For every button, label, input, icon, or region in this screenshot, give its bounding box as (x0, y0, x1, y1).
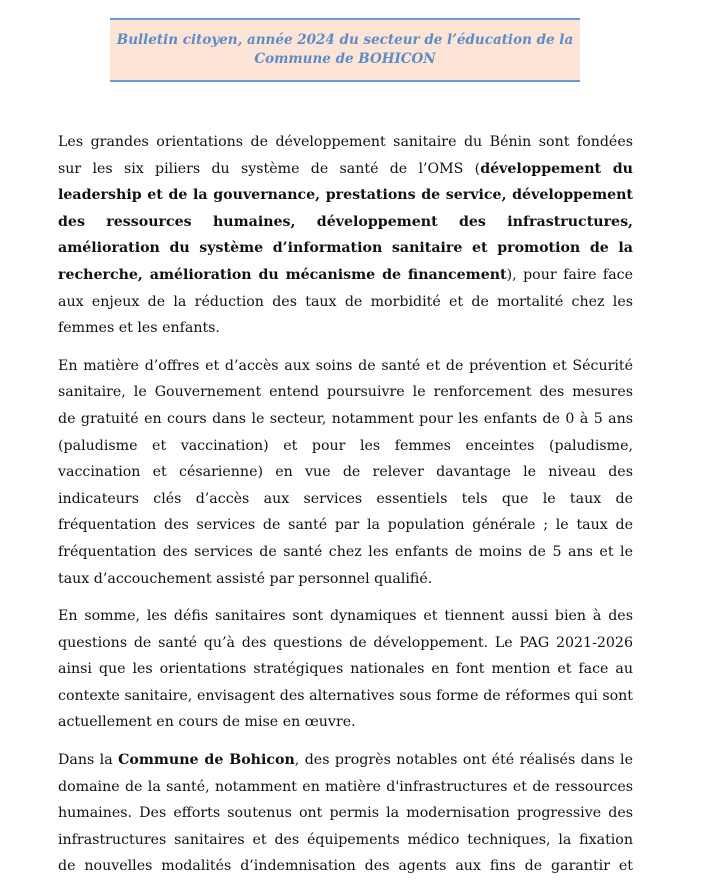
text-line (58, 315, 633, 342)
header-title-line-2: Commune de BOHICON (254, 51, 436, 67)
text-line (58, 709, 633, 736)
text-line (58, 156, 633, 183)
text-line (58, 566, 633, 593)
bold-text: des ressources humaines, développement des infrastructures, (58, 213, 633, 230)
text-line (58, 289, 633, 316)
text: Les grandes orientations de développement sanitaire du Bénin sont fondées (58, 134, 633, 150)
text-line (58, 209, 633, 236)
text: fréquentation des services de santé par la population générale ; le taux de (58, 517, 633, 534)
text: fréquentation des services de santé chez les enfants de moins de 5 ans et le (58, 543, 633, 560)
text-line (58, 486, 633, 513)
text-line (58, 747, 633, 774)
bold-text: amélioration du système d’information sanitaire et promotion de la (58, 240, 633, 257)
text-line (58, 129, 633, 156)
bold-text: leadership et de la gouvernance, prestations de service, développement (58, 187, 633, 204)
bold-text: recherche, amélioration du mécanisme de financement (58, 266, 507, 283)
text: sur les six piliers du système de santé de l’OMS ( (58, 160, 481, 177)
text-line (58, 827, 633, 854)
text-line (58, 512, 633, 539)
text-line (58, 379, 633, 406)
text: vaccination et césarienne) en vue de relever davantage le niveau des (58, 464, 633, 481)
text: domaine de la santé, notamment en matière d'infrastructures et de ressources (58, 778, 633, 795)
text-line (58, 539, 633, 566)
paragraph (58, 603, 633, 736)
text-line (58, 853, 633, 880)
text: (paludisme et vaccination) et pour les femmes enceintes (paludisme, (58, 437, 633, 454)
text-line (58, 630, 633, 657)
text: sanitaire, le Gouvernement entend poursuivre le renforcement des mesures (58, 384, 633, 401)
text-line (58, 235, 633, 262)
text-line (58, 353, 633, 380)
text: Dans la (58, 752, 119, 769)
text: infrastructures sanitaires et des équipements médico techniques, la fixation (58, 831, 633, 848)
text: aux enjeux de la réduction des taux de morbidité et de mortalité chez les (58, 293, 633, 310)
header-title-line-1: Bulletin citoyen, année 2024 du secteur de l’éducation de la (116, 32, 574, 48)
bold-text: développement du (480, 160, 633, 177)
text-line (58, 433, 633, 460)
text: actuellement en cours de mise en œuvre. (58, 714, 356, 731)
text: taux d’accouchement assisté par personnel qualifié. (58, 570, 433, 587)
text: ), pour faire face (506, 266, 633, 283)
text-line (58, 800, 633, 827)
text-line (58, 459, 633, 486)
paragraph (58, 129, 633, 342)
text-line (58, 774, 633, 801)
text-line (58, 406, 633, 433)
text: questions de santé qu’à des questions de développement. Le PAG 2021-2026 (58, 634, 633, 651)
text: En matière d’offres et d’accès aux soins de santé et de prévention et Sécurité (58, 357, 633, 374)
text: de nouvelles modalités d’indemnisation des agents aux fins de garantir et (58, 858, 633, 875)
bold-text: Commune de Bohicon (118, 752, 295, 769)
document-body (58, 129, 633, 891)
text: ainsi que les orientations stratégiques nationales en font mention et face au (58, 661, 633, 678)
text: humaines. Des efforts soutenus ont permis la modernisation progressive des (58, 805, 633, 822)
bulletin-header-banner (110, 18, 580, 82)
paragraph (58, 353, 633, 592)
text-line (58, 683, 633, 710)
text: , des progrès notables ont été réalisés dans le (294, 752, 633, 769)
text: de gratuité en cours dans le secteur, notamment pour les enfants de 0 à 5 ans (58, 410, 633, 427)
text: indicateurs clés d’accès aux services essentiels tels que le taux de (58, 490, 633, 507)
text: En somme, les défis sanitaires sont dynamiques et tiennent aussi bien à des (58, 608, 633, 625)
text: femmes et les enfants. (58, 320, 220, 337)
text-line (58, 656, 633, 683)
text-line (58, 603, 633, 630)
text: contexte sanitaire, envisagent des alternatives sous forme de réformes qui sont (58, 687, 633, 704)
text-line (58, 262, 633, 289)
text-line (58, 182, 633, 209)
paragraph (58, 747, 633, 880)
